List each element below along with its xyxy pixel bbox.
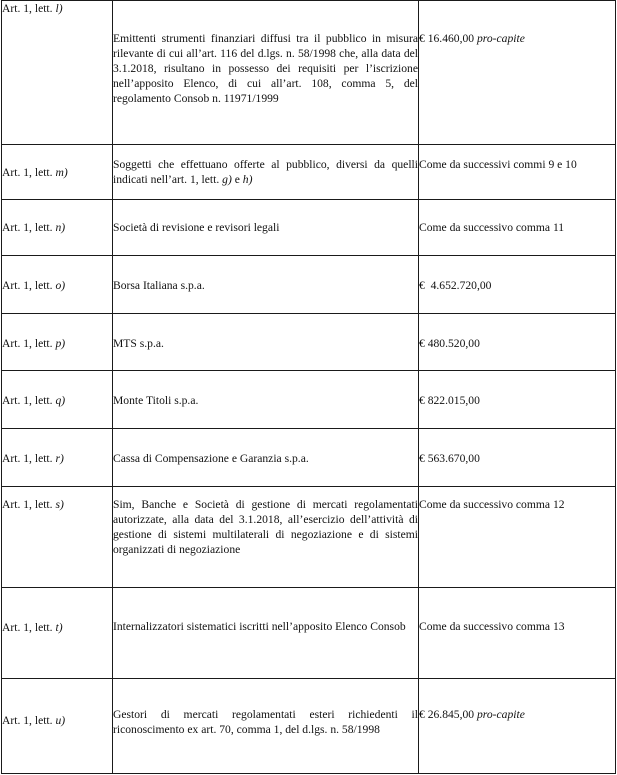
article-reference [2,1,113,145]
fee-note: pro-capite [476,708,525,721]
fees-table [1,0,616,774]
fee-value: € 4.652.720,00 [419,256,616,314]
subject-description: Emittenti strumenti finanziari diffusi tra il pubblico in misura rilevante di cui all’art. 116 del d.lgs. n. 58/1998 che, alla data del 3.1.2018, risultano in possesso dei requisiti per l’iscrizione nell’apposito Elenco, di cui all’art. 108, comma 5, del regolamento Consob n. 11971/1999 [113,1,419,145]
article-reference [2,145,113,200]
article-reference [2,588,113,679]
reference-prefix: Art. 1, lett. [2,221,53,234]
reference-letter: m) [55,166,68,179]
reference-prefix: Art. 1, lett. [2,394,53,407]
article-reference [2,371,113,429]
reference-prefix: Art. 1, lett. [2,714,53,727]
reference-letter: u) [55,714,66,727]
fee-value: € 480.520,00 [419,314,616,371]
reference-prefix: Art. 1, lett. [2,279,53,292]
reference-prefix: Art. 1, lett. [2,337,53,350]
reference-letter: t) [55,621,63,634]
description-text: Soggetti che effettuano offerte al pubblico, diversi da quelli indicati nell’art. 1, lett. [113,158,418,186]
fee-value: Come da successivo comma 13 [419,588,616,679]
reference-prefix: Art. 1, lett. [2,452,53,465]
table-row [2,200,616,256]
subject-description: MTS s.p.a. [113,314,419,371]
article-reference [2,679,113,774]
reference-letter: p) [55,337,66,350]
fee-value [419,679,616,774]
fee-note: pro-capite [476,32,525,45]
article-reference [2,487,113,588]
fee-value [419,1,616,145]
table-row [2,256,616,314]
subject-description: Gestori di mercati regolamentati esteri richiedenti il riconoscimento ex art. 70, comma 1, del d.lgs. n. 58/1998 [113,679,419,774]
subject-description: Borsa Italiana s.p.a. [113,256,419,314]
description-letter-h: h) [242,173,253,186]
reference-letter: n) [55,221,66,234]
description-letter-g: g) [222,173,232,186]
table-row [2,679,616,774]
reference-prefix: Art. 1, lett. [2,621,53,634]
fee-amount: € 16.460,00 [419,32,475,45]
article-reference [2,256,113,314]
reference-prefix: Art. 1, lett. [2,166,53,179]
fee-value: € 822.015,00 [419,371,616,429]
subject-description: Sim, Banche e Società di gestione di mercati regolamentati autorizzate, alla data del 3.1.2018, all’esercizio dell’attività di gestione di sistemi multilaterali di negoziazione e di sistemi organizzati di negoziazione [113,487,419,588]
fee-value: € 563.670,00 [419,429,616,487]
table-row [2,145,616,200]
reference-letter: r) [55,452,64,465]
reference-prefix: Art. 1, lett. [2,498,53,511]
table-row [2,588,616,679]
article-reference [2,314,113,371]
reference-letter: s) [55,498,64,511]
table-row [2,1,616,145]
table-row [2,487,616,588]
subject-description [113,145,419,200]
subject-description: Monte Titoli s.p.a. [113,371,419,429]
reference-letter: l) [55,2,63,15]
table-row [2,314,616,371]
subject-description: Società di revisione e revisori legali [113,200,419,256]
reference-letter: o) [55,279,66,292]
article-reference [2,429,113,487]
description-conjunction: e [231,173,243,186]
table-row [2,371,616,429]
subject-description: Internalizzatori sistematici iscritti nell’apposito Elenco Consob [113,588,419,679]
reference-letter: q) [55,394,66,407]
table-row [2,429,616,487]
fee-value: Come da successivi commi 9 e 10 [419,145,616,200]
fee-value: Come da successivo comma 12 [419,487,616,588]
article-reference [2,200,113,256]
fee-amount: € 26.845,00 [419,708,475,721]
fee-value: Come da successivo comma 11 [419,200,616,256]
subject-description: Cassa di Compensazione e Garanzia s.p.a. [113,429,419,487]
reference-prefix: Art. 1, lett. [2,2,53,15]
